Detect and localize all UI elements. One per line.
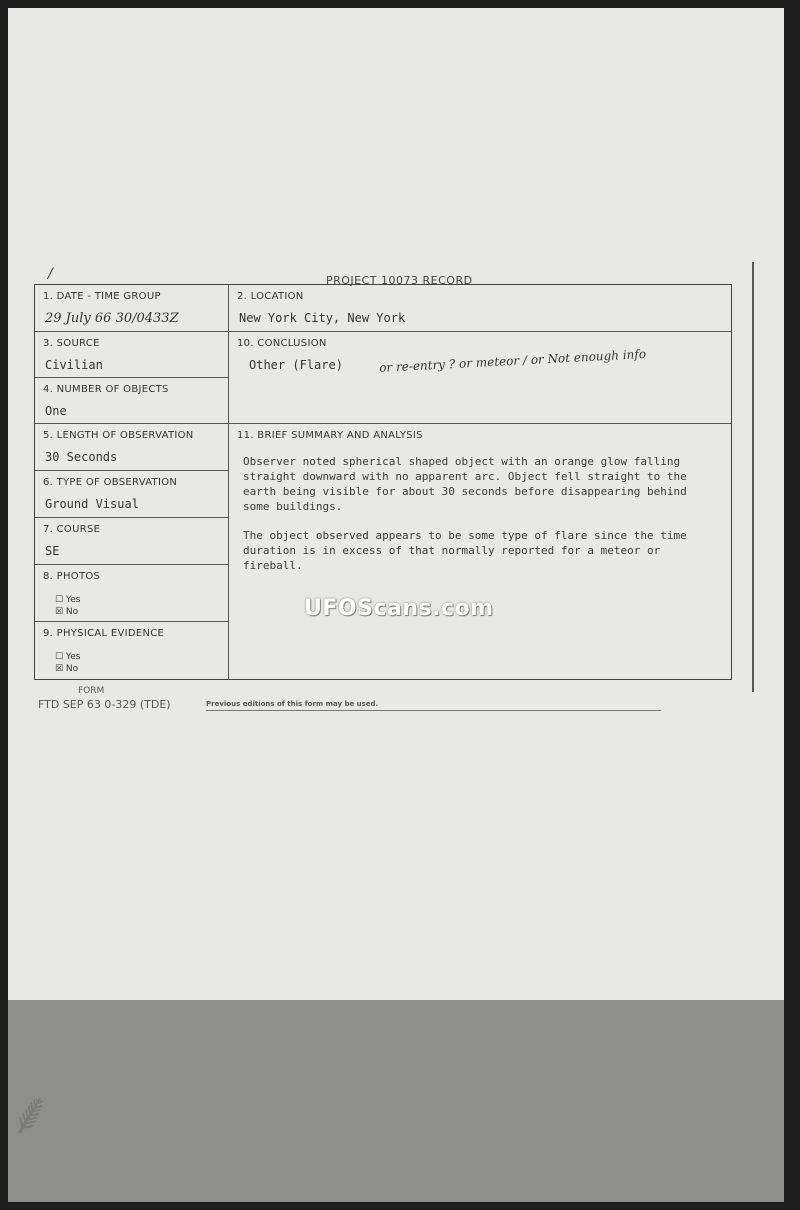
- date-time-value: 29 July 66 30/0433Z: [45, 311, 179, 326]
- watermark: UFOScans.com: [304, 596, 494, 621]
- type-label: 6. TYPE OF OBSERVATION: [43, 477, 178, 488]
- date-time-cell: [35, 285, 229, 332]
- conclusion-value: Other (Flare): [249, 358, 343, 372]
- conclusion-label: 10. CONCLUSION: [237, 338, 327, 349]
- summary-cell: [229, 424, 731, 679]
- course-value: SE: [45, 544, 60, 558]
- footer-rule: [206, 710, 661, 711]
- date-time-label: 1. DATE - TIME GROUP: [43, 291, 161, 302]
- summary-label: 11. BRIEF SUMMARY AND ANALYSIS: [237, 430, 423, 441]
- location-cell: [229, 285, 731, 332]
- form-title: PROJECT 10073 RECORD: [326, 274, 473, 287]
- course-cell: [35, 518, 229, 565]
- location-label: 2. LOCATION: [237, 291, 304, 302]
- form-label: FORM: [78, 686, 105, 696]
- course-label: 7. COURSE: [43, 524, 101, 535]
- form-edition-note: Previous editions of this form may be used.: [206, 700, 379, 708]
- summary-paragraph-1: Observer noted spherical shaped object with an orange glow falling straight downward with no apparent arc. Object fell straight to the earth being visible for about 30 seconds before disappearing behind some buildings.: [243, 455, 687, 513]
- summary-text: [243, 454, 713, 587]
- evidence-label: 9. PHYSICAL EVIDENCE: [43, 628, 165, 639]
- length-label: 5. LENGTH OF OBSERVATION: [43, 430, 194, 441]
- source-cell: [35, 332, 229, 378]
- photos-no: ☒ No: [55, 607, 79, 617]
- objects-cell: [35, 378, 229, 424]
- location-value: New York City, New York: [239, 311, 406, 325]
- source-label: 3. SOURCE: [43, 338, 100, 349]
- summary-paragraph-2: The object observed appears to be some type of flare since the time duration is in excess of that normally reported for a meteor or fireball.: [243, 529, 687, 572]
- length-value: 30 Seconds: [45, 450, 118, 464]
- length-cell: [35, 424, 229, 471]
- underlying-page: [8, 1000, 784, 1202]
- evidence-cell: [35, 622, 229, 679]
- photos-cell: [35, 565, 229, 622]
- handwriting-smudge: ⸙: [8, 1079, 53, 1149]
- form-number: FTD SEP 63 0-329 (TDE): [38, 698, 171, 711]
- evidence-no: ☒ No: [55, 664, 79, 674]
- source-value: Civilian: [45, 358, 103, 372]
- conclusion-cell: [229, 332, 731, 424]
- type-value: Ground Visual: [45, 497, 139, 511]
- page-edge-line: [752, 262, 754, 692]
- photos-label: 8. PHOTOS: [43, 571, 101, 582]
- photos-yes: ☐ Yes: [55, 595, 81, 605]
- objects-value: One: [45, 404, 67, 418]
- objects-label: 4. NUMBER OF OBJECTS: [43, 384, 169, 395]
- conclusion-handwritten-note: or re-entry ? or meteor / or Not enough info: [378, 346, 647, 375]
- type-cell: [35, 471, 229, 518]
- page-mark: /: [48, 266, 53, 282]
- evidence-yes: ☐ Yes: [55, 652, 81, 662]
